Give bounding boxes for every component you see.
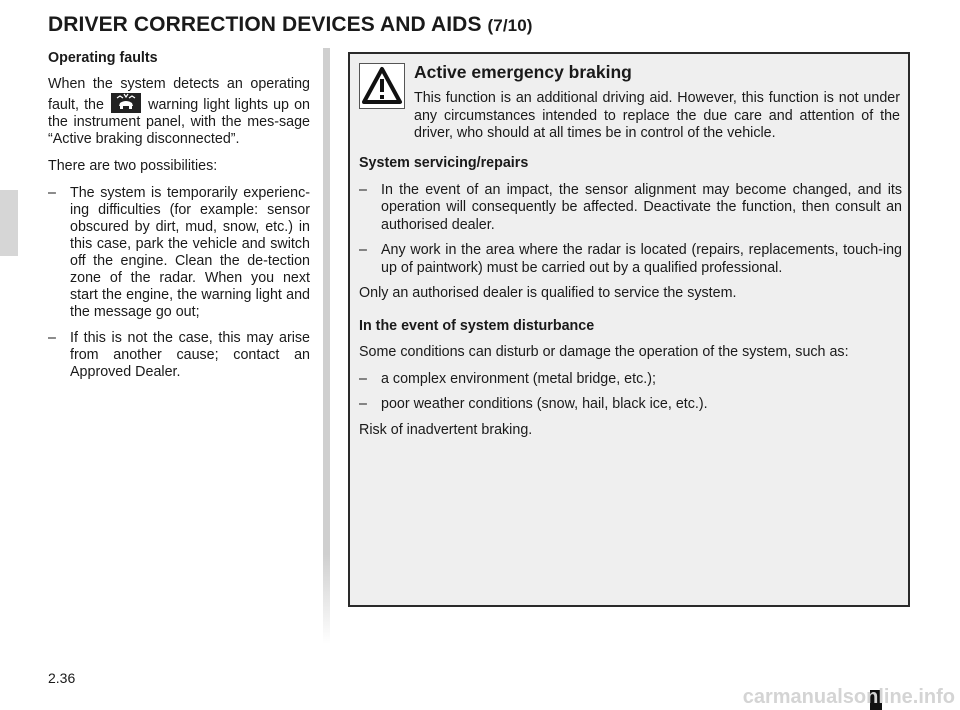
list-item xyxy=(359,396,902,414)
list-item-text: If this is not the case, this may arise from another cause; contact an Approved Dealer. xyxy=(70,330,310,380)
list-dash: – xyxy=(359,370,367,387)
list-item xyxy=(359,182,902,235)
list-dash: – xyxy=(359,181,367,198)
warning-triangle-icon xyxy=(359,63,405,109)
list-item-text: In the event of an impact, the sensor alignment may become changed, and its operation will consequently be affected. Deactivate the function, then consult an authorised dealer. xyxy=(381,181,902,233)
list-dash: – xyxy=(359,242,367,258)
servicing-footer: Only an authorised dealer is qualified to service the system. xyxy=(359,285,737,301)
list-dash: – xyxy=(48,330,56,346)
operating-faults-heading: Operating faults xyxy=(48,50,158,66)
possibilities-intro: There are two possibilities: xyxy=(48,158,218,174)
list-dash: – xyxy=(359,396,367,412)
list-item xyxy=(359,242,902,277)
list-item-text: poor weather conditions (snow, hail, black ice, etc.). xyxy=(381,396,708,412)
list-item-text: a complex environment (metal bridge, etc.); xyxy=(381,370,656,387)
list-item-text: The system is temporarily experienc-ing difficulties (for example: sensor obscured by dirt, mud, snow, etc.) in this case, park the vehicle and switch off the engine. Clean the de-tection zone of the radar. When you next start the engine, the warning light and the message go out; xyxy=(70,185,310,320)
section-tab-marker xyxy=(0,190,18,256)
operating-faults-paragraph xyxy=(48,76,310,148)
watermark: carmanualsonline.info xyxy=(742,686,955,708)
page-title-suffix: (7/10) xyxy=(487,16,533,35)
paragraph-text-before-icon: When the system detects an operating fault, the xyxy=(48,76,310,113)
list-dash: – xyxy=(48,185,56,201)
page-title xyxy=(48,13,533,37)
list-item xyxy=(359,371,902,389)
list-item xyxy=(48,330,310,381)
list-item-text: Any work in the area where the radar is located (repairs, replacements, touch-ing up of paintwork) must be carried out by a qualified professional. xyxy=(381,242,902,276)
page-number: 2.36 xyxy=(48,670,76,686)
disturbance-intro: Some conditions can disturb or damage the operation of the system, such as: xyxy=(359,344,849,360)
servicing-heading: System servicing/repairs xyxy=(359,155,529,171)
warning-box-intro: This function is an additional driving aid. However, this function is not under any circumstances intended to replace the due care and attention of the driver, who should at all times be in control of the vehicle. xyxy=(414,90,900,141)
warning-box-heading: Active emergency braking xyxy=(414,62,632,82)
disturbance-heading: In the event of system disturbance xyxy=(359,317,595,334)
warning-box-body xyxy=(359,155,902,448)
page-title-text: DRIVER CORRECTION DEVICES AND AIDS xyxy=(48,13,482,36)
column-divider xyxy=(323,48,330,644)
disturbance-footer: Risk of inadvertent braking. xyxy=(359,421,533,438)
active-emergency-braking-warning-box xyxy=(348,52,910,607)
list-item xyxy=(48,185,310,321)
operating-faults-column xyxy=(48,50,310,390)
paragraph-text-after-icon: warning light lights up on the instrument panel, with the mes-sage “Active braking disconnected”. xyxy=(48,97,310,147)
emergency-braking-warning-light-icon xyxy=(111,93,141,113)
